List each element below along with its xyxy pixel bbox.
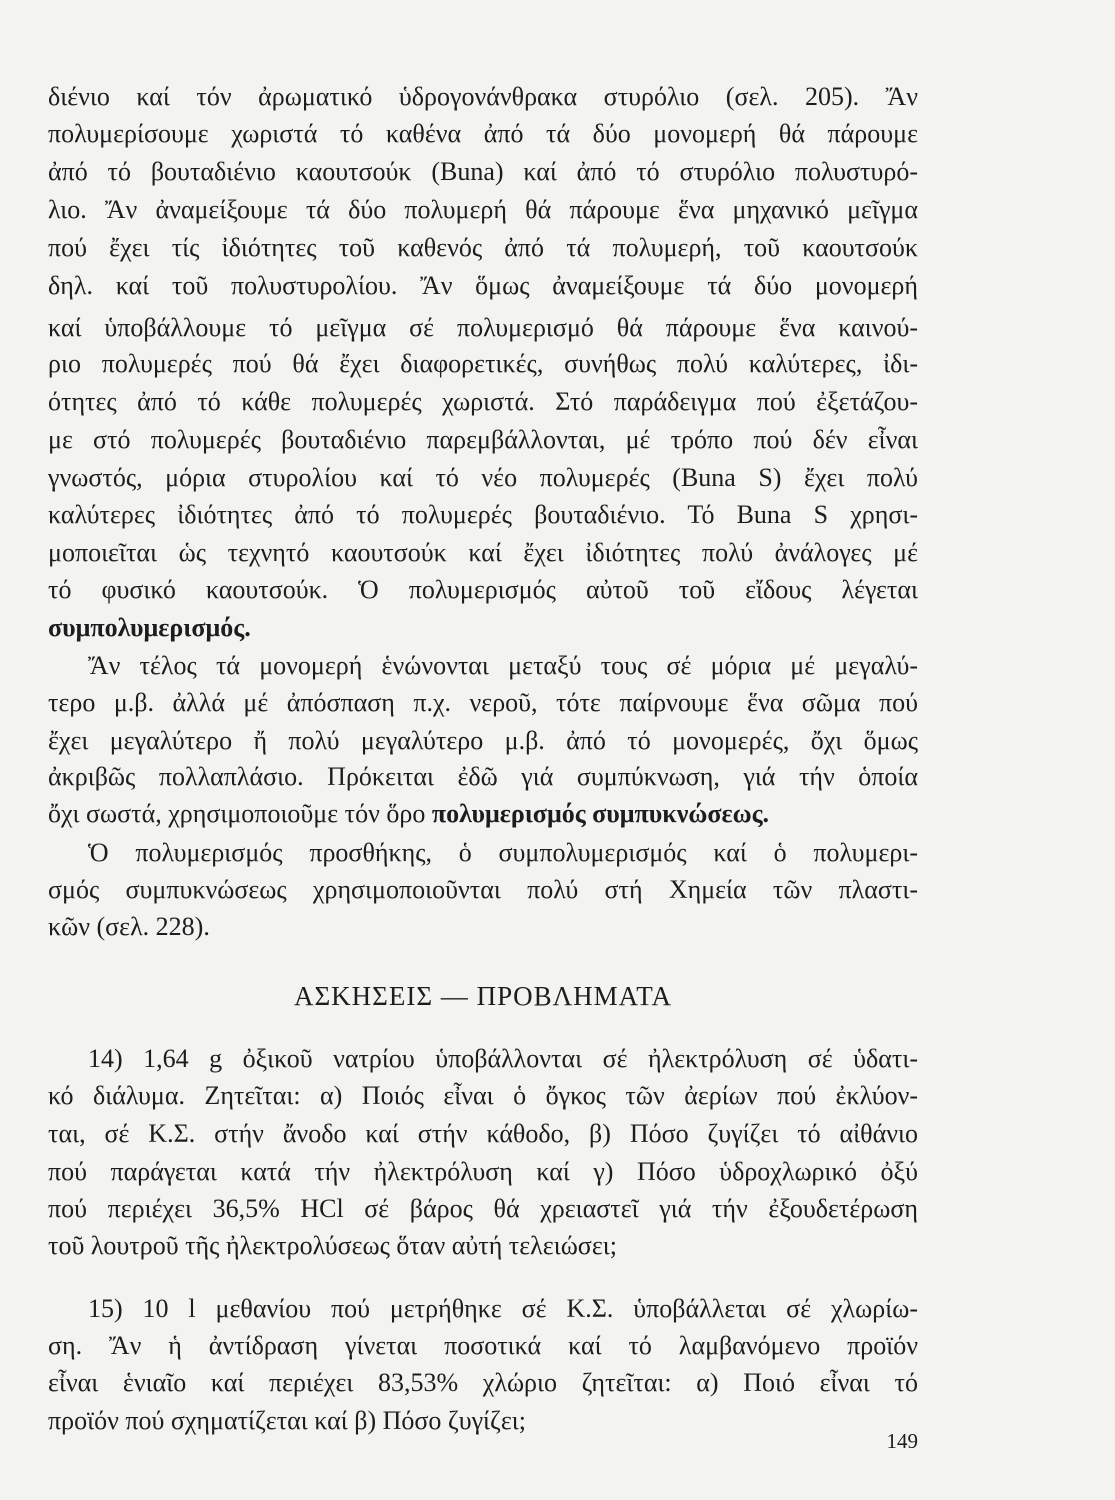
- text-line: ότητες ἀπό τό κάθε πολυμερές χωριστά. Στό παράδειγμα πού ἐξετάζου-: [48, 387, 918, 416]
- text-line: λιο. Ἄν ἀναμείξουμε τά δύο πολυμερή θά πάρουμε ἕνα μηχανικό μεῖγμα: [48, 195, 918, 224]
- section-heading: ΑΣΚΗΣΕΙΣ — ΠΡΟΒΛΗΜΑΤΑ: [293, 981, 673, 1011]
- page-number: 149: [886, 1429, 918, 1453]
- text-line: τό φυσικό καουτσούκ. Ὁ πολυμερισμός αὐτοῦ τοῦ εἴδους λέγεται: [48, 575, 918, 604]
- bold-term-copolymerization: συμπολυμερισμός.: [48, 613, 251, 642]
- problem-15-line: προϊόν πού σχηματίζεται καί β) Πόσο ζυγίζει;: [48, 1406, 526, 1435]
- text-line: πολυμερίσουμε χωριστά τό καθένα ἀπό τά δύο μονομερή θά πάρουμε: [48, 119, 918, 148]
- text-line: σμός συμπυκνώσεως χρησιμοποιοῦνται πολύ στή Χημεία τῶν πλαστι-: [48, 875, 918, 904]
- text-line: καλύτερες ἰδιότητες ἀπό τό πολυμερές βουταδιένιο. Τό Buna S χρησι-: [48, 500, 918, 529]
- text-line: Ἄν τέλος τά μονομερή ἑνώνονται μεταξύ τους σέ μόρια μέ μεγαλύ-: [88, 651, 918, 680]
- problem-14-line: τοῦ λουτροῦ τῆς ἠλεκτρολύσεως ὅταν αὐτή τελειώσει;: [48, 1231, 617, 1260]
- text-line: ἀκριβῶς πολλαπλάσιο. Πρόκειται ἐδῶ γιά συμπύκνωση, γιά τήν ὁποία: [48, 762, 918, 791]
- text-line: πού ἔχει τίς ἰδιότητες τοῦ καθενός ἀπό τά πολυμερή, τοῦ καουτσούκ: [48, 233, 918, 262]
- text-line: δηλ. καί τοῦ πολυστυρολίου. Ἄν ὅμως ἀναμείξουμε τά δύο μονομερή: [48, 271, 918, 300]
- text-line: διένιο καί τόν ἀρωματικό ὑδρογονάνθρακα στυρόλιο (σελ. 205). Ἄν: [48, 82, 918, 111]
- text-line: τερο μ.β. ἀλλά μέ ἀπόσπαση π.χ. νεροῦ, τότε παίρνουμε ἕνα σῶμα πού: [48, 688, 918, 717]
- problem-14-line: κό διάλυμα. Ζητεῖται: α) Ποιός εἶναι ὁ ὄγκος τῶν ἀερίων πού ἐκλύον-: [48, 1081, 918, 1110]
- text-line: μοποιεῖται ὡς τεχνητό καουτσούκ καί ἔχει ἰδιότητες πολύ ἀνάλογες μέ: [48, 538, 918, 567]
- text-line: ἀπό τό βουταδιένιο καουτσούκ (Buna) καί ἀπό τό στυρόλιο πολυστυρό-: [48, 157, 918, 186]
- text-line: ριο πολυμερές πού θά ἔχει διαφορετικές, συνήθως πολύ καλύτερες, ἰδι-: [48, 349, 918, 378]
- text-line: με στό πολυμερές βουταδιένιο παρεμβάλλονται, μέ τρόπο πού δέν εἶναι: [48, 425, 918, 454]
- bold-term-condensation-polymerization: πολυμερισμός συμπυκνώσεως.: [431, 799, 770, 828]
- text-line: κῶν (σελ. 228).: [48, 912, 210, 941]
- text-line: [48, 795, 918, 833]
- text-segment: ὄχι σωστά, χρησιμοποιοῦμε τόν ὅρο: [48, 799, 432, 828]
- problem-14-line: 14) 1,64 g ὀξικοῦ νατρίου ὑποβάλλονται σέ ἠλεκτρόλυση σέ ὑδατι-: [88, 1044, 918, 1073]
- text-line: ἔχει μεγαλύτερο ἤ πολύ μεγαλύτερο μ.β. ἀπό τό μονομερές, ὄχι ὅμως: [48, 726, 918, 755]
- problem-14-line: πού παράγεται κατά τήν ἠλεκτρόλυση καί γ) Πόσο ὑδροχλωρικό ὀξύ: [48, 1157, 918, 1186]
- problem-15-line: 15) 10 l μεθανίου πού μετρήθηκε σέ Κ.Σ. ὑποβάλλεται σέ χλωρίω-: [88, 1294, 918, 1323]
- text-line: Ὁ πολυμερισμός προσθήκης, ὁ συμπολυμερισμός καί ὁ πολυμερι-: [88, 838, 918, 867]
- problem-14-line: ται, σέ Κ.Σ. στήν ἄνοδο καί στήν κάθοδο, β) Πόσο ζυγίζει τό αἰθάνιο: [48, 1119, 918, 1148]
- text-line: γνωστός, μόρια στυρολίου καί τό νέο πολυμερές (Buna S) ἔχει πολύ: [48, 463, 918, 492]
- text-line: καί ὑποβάλλουμε τό μεῖγμα σέ πολυμερισμό θά πάρουμε ἕνα καινού-: [48, 313, 918, 342]
- problem-14-line: πού περιέχει 36,5% HCl σέ βάρος θά χρειαστεῖ γιά τήν ἐξουδετέρωση: [48, 1194, 918, 1223]
- problem-15-line: εἶναι ἑνιαῖο καί περιέχει 83,53% χλώριο ζητεῖται: α) Ποιό εἶναι τό: [48, 1368, 918, 1397]
- problem-15-line: ση. Ἄν ἡ ἀντίδραση γίνεται ποσοτικά καί τό λαμβανόμενο προϊόν: [48, 1331, 918, 1360]
